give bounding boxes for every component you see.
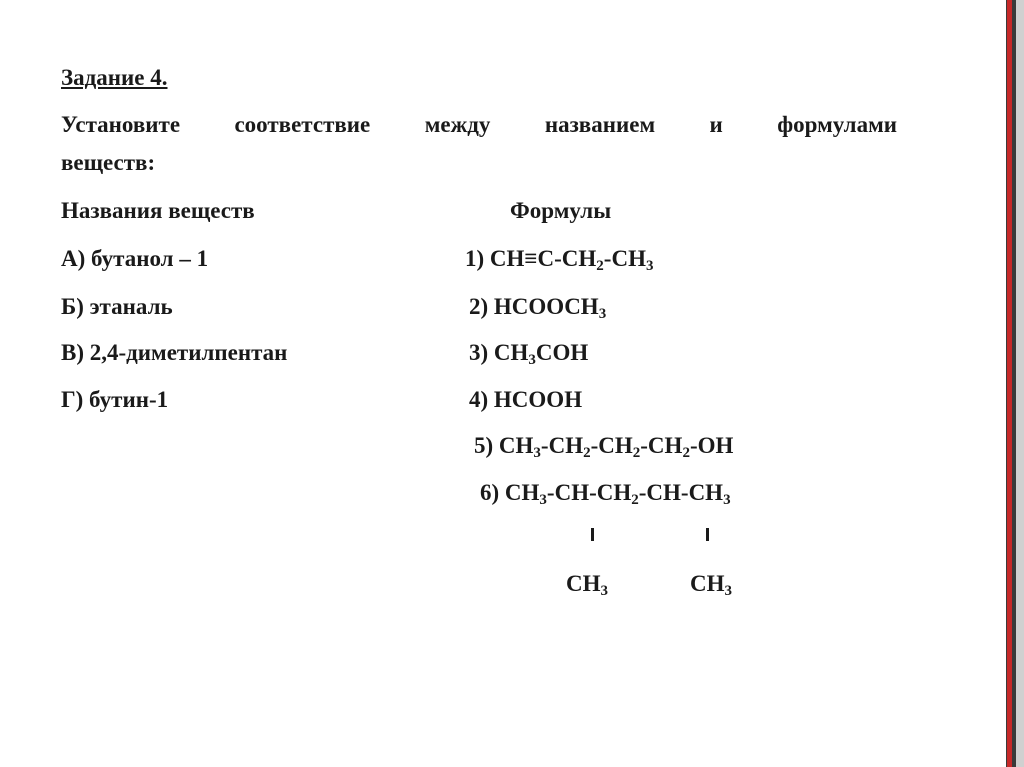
instruction-word: названием (544, 112, 656, 137)
branch-bond-line (706, 528, 709, 541)
branch-methyl: $CH_3$ (690, 571, 732, 599)
task-instruction-line1 (61, 111, 897, 139)
name-item: Б) этаналь (61, 294, 173, 319)
instruction-word: Установите (61, 112, 181, 137)
branch-bond-line (591, 528, 594, 541)
task-heading: Задание 4. (61, 65, 168, 90)
name-item: А) бутанол – 1 (61, 246, 209, 271)
slide-edge-decoration (1006, 0, 1024, 767)
formula-item: 2) $HCOOCH_3$ (469, 294, 607, 322)
formula-item: 5) $CH_3-CH_2-CH_2-CH_2-OH$ (474, 433, 734, 461)
formula-item: 4) HCOOH (469, 387, 583, 412)
task-instruction-line2: веществ: (61, 150, 156, 175)
instruction-word: соответствие (234, 112, 371, 137)
accent-stripe (1007, 0, 1012, 767)
instruction-word: между (424, 112, 491, 137)
name-item: В) 2,4-диметилпентан (61, 340, 288, 365)
formula-item: 6) $CH_3-CH-CH_2-CH-CH_3$ (480, 480, 731, 508)
formulas-header: Формулы (510, 198, 612, 223)
formula-item: 3) $CH_3COH$ (469, 340, 589, 368)
instruction-word: формулами (777, 112, 897, 137)
branch-methyl: $CH_3$ (566, 571, 608, 599)
instruction-word: и (709, 112, 723, 137)
formula-item: 1) $CH\equiv C-CH_2-CH_3$ (465, 246, 654, 274)
name-item: Г) бутин-1 (61, 387, 169, 412)
names-header: Названия веществ (61, 198, 255, 223)
